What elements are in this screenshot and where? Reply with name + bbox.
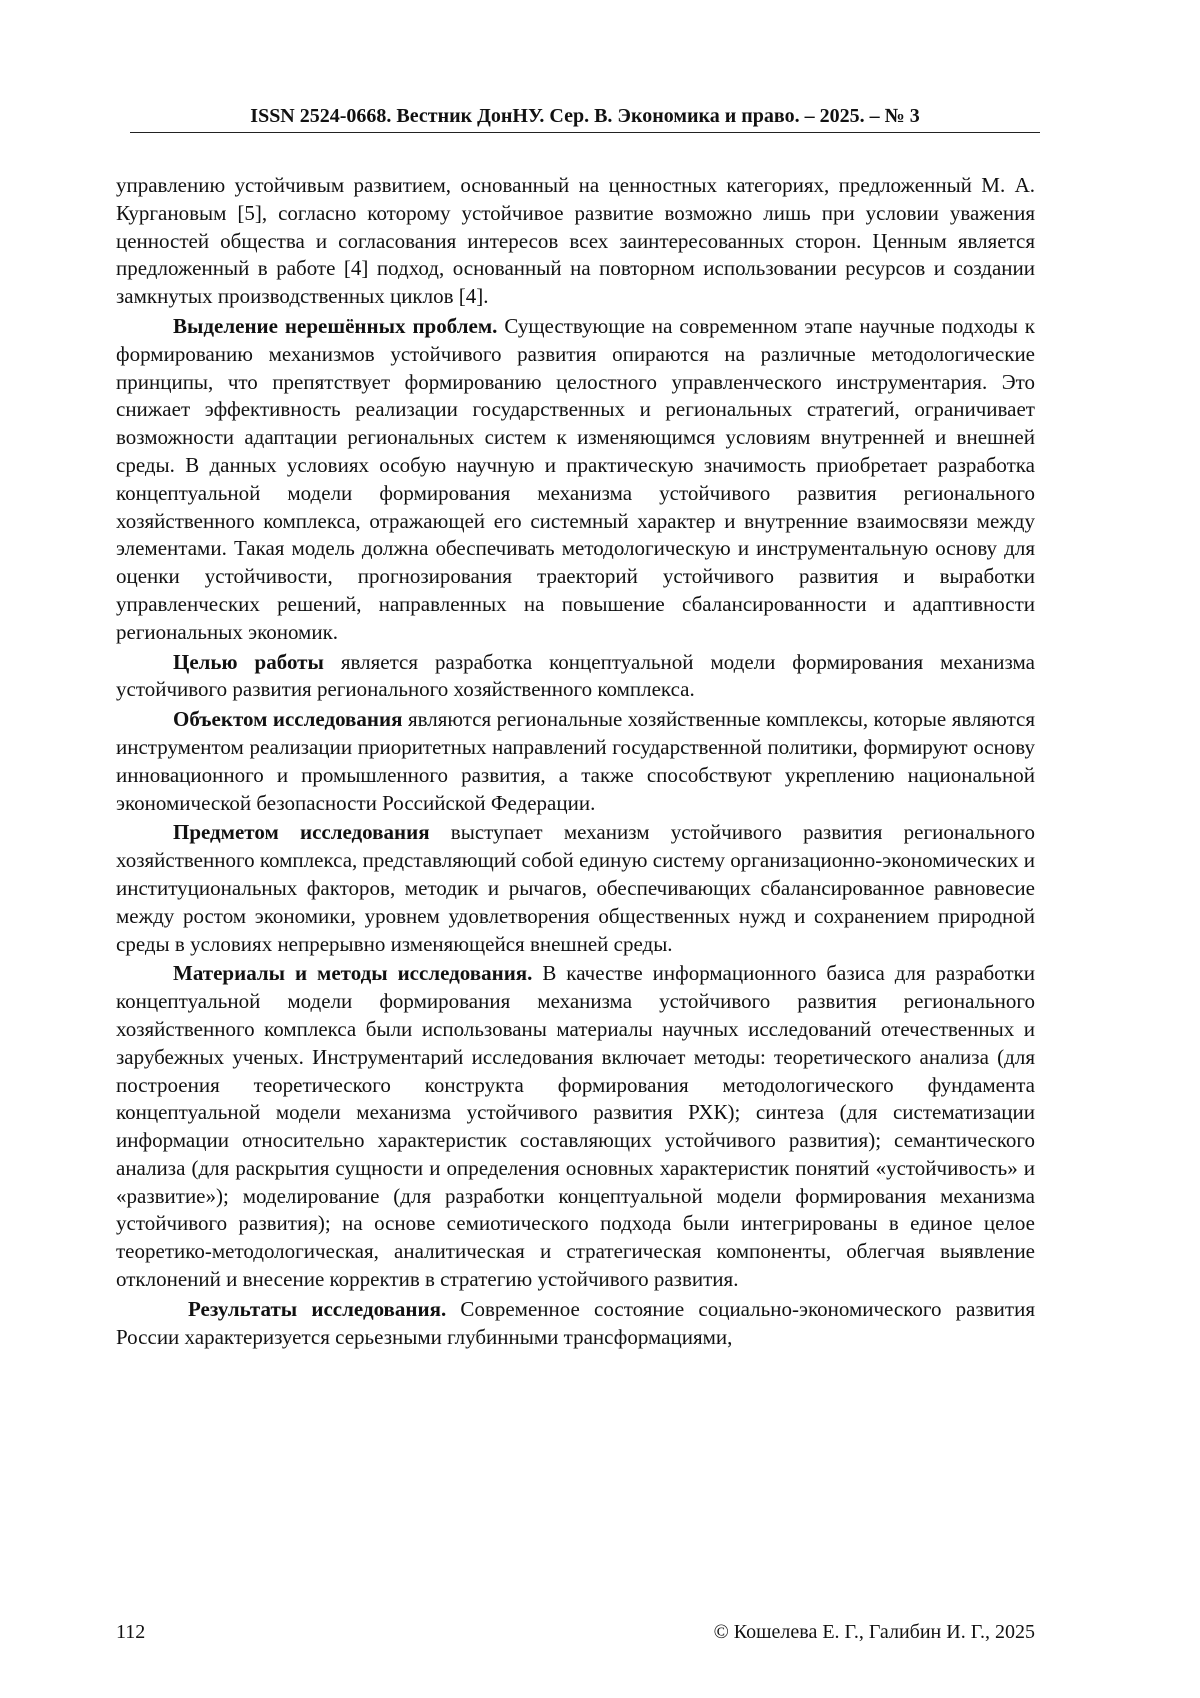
paragraph-text: Существующие на современном этапе научные подходы к формированию механизмов устойчивого развития опираются на различные методологические принципы, что препятствует формированию целостного управленческого инструментария. Это снижает эффективность реализации государственных и региональных стратегий, ограничивает возможности адаптации региональных систем к изменяющимся условиям внутренней и внешней среды. В данных условиях особую научную и практическую значимость приобретает разработка концептуальной модели формирования механизма устойчивого развития регионального хозяйственного комплекса, отражающей его системный характер и внутренние взаимосвязи между элементами. Такая модель должна обеспечивать методологическую и инструментальную основу для оценки устойчивости, прогнозирования траекторий устойчивого развития и выработки управленческих решений, направленных на повышение сбалансированности и адаптивности региональных экономик.	[116, 313, 1035, 644]
paragraph-results	[116, 1296, 1035, 1352]
paragraph-text: Современное состояние социально-экономического развития России характеризуется серьезными глубинными трансформациями,	[116, 1296, 1036, 1349]
paragraph-text: является разработка концептуальной модели формирования механизма устойчивого развития регионального хозяйственного комплекса.	[116, 649, 1035, 702]
paragraph-intro: управлению устойчивым развитием, основанный на ценностных категориях, предложенный М. А. Кургановым [5], согласно которому устойчивое развитие возможно лишь при условии уважения ценностей общества и согласования интересов всех заинтересованных сторон. Ценным является предложенный в работе [4] подход, основанный на повторном использовании ресурсов и создании замкнутых производственных циклов [4].	[116, 173, 1035, 309]
section-lead-object: Объектом исследования	[173, 707, 403, 732]
section-lead-unsolved-problems: Выделение нерешённых проблем.	[173, 313, 498, 338]
paragraph-text: выступает механизм устойчивого развития регионального хозяйственного комплекса, представляющий собой единую систему организационно-экономических и институциональных факторов, методик и рычагов, обеспечивающих сбалансированное равновесие между ростом экономики, уровнем удовлетворения общественных нужд и сохранением природной среды в условиях непрерывно изменяющейся внешней среды.	[116, 820, 1035, 956]
section-lead-results: Результаты исследования.	[188, 1296, 447, 1321]
paragraph-text: В качестве информационного базиса для разработки концептуальной модели формирования механизма устойчивого развития регионального хозяйственного комплекса были использованы материалы научных исследований отечественных и зарубежных ученых. Инструментарий исследования включает методы: теоретического анализа (для построения теоретического конструкта формирования методологического фундамента концептуальной модели механизма устойчивого развития РХК); синтеза (для систематизации информации относительно характеристик составляющих устойчивого развития); семантического анализа (для раскрытия сущности и определения основных характеристик понятий «устойчивость» и «развитие»); моделирование (для разработки концептуальной модели формирования механизма устойчивого развития); на основе семиотического подхода были интегрированы в единое целое теоретико-методологическая, аналитическая и стратегическая компоненты, облегчая выявление отклонений и внесение корректив в стратегию устойчивого развития.	[116, 961, 1035, 1292]
paragraph-unsolved-problems	[116, 313, 1035, 647]
page-number: 112	[116, 1621, 146, 1643]
copyright-notice: © Кошелева Е. Г., Галибин И. Г., 2025	[713, 1621, 1035, 1643]
paragraph-methods	[116, 960, 1035, 1294]
running-header: ISSN 2524-0668. Вестник ДонНУ. Сер. В. Экономика и право. – 2025. – № 3	[250, 105, 920, 127]
paragraph-goal	[116, 649, 1035, 705]
paragraph-object	[116, 706, 1035, 817]
section-lead-subject: Предметом исследования	[173, 820, 430, 845]
article-body	[116, 172, 1035, 1353]
paragraph-subject	[116, 819, 1035, 958]
paragraph-text: являются региональные хозяйственные комплексы, которые являются инструментом реализации приоритетных направлений государственной политики, формируют основу инновационного и промышленного развития, а также способствуют укреплению национальной экономической безопасности Российской Федерации.	[116, 707, 1035, 815]
section-lead-goal: Целью работы	[173, 649, 324, 674]
section-lead-methods: Материалы и методы исследования.	[173, 961, 533, 986]
header-divider	[130, 132, 1040, 133]
